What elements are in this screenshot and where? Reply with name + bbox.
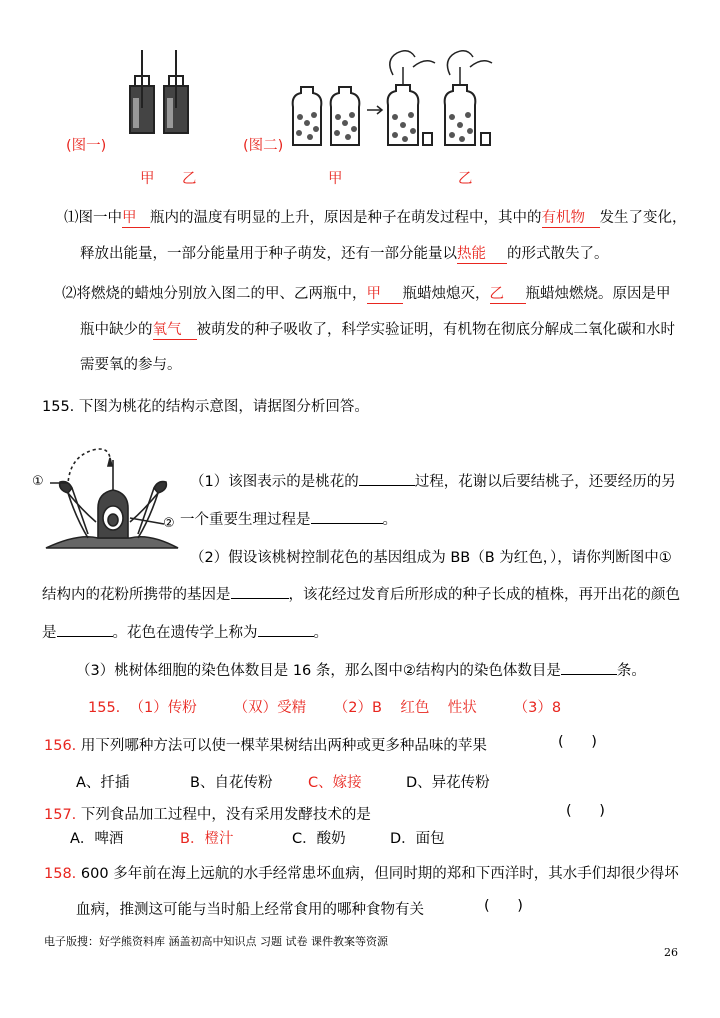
figure-one-bottles	[118, 48, 198, 138]
q157-paren: ( )	[566, 803, 605, 819]
q157-stem: 157. 下列食品加工过程中，没有采用发酵技术的是	[44, 807, 371, 823]
q158-line2: 血病，推测这可能与当时船上经常食用的哪种食物有关	[76, 902, 424, 918]
q157-option-d: D．面包	[390, 831, 445, 847]
flower-label-2: ②	[163, 516, 175, 531]
fig2-yi-label: 乙	[458, 171, 473, 187]
footer-text: 电子版搜：好学熊资料库 涵盖初高中知识点 习题 试卷 课件教案等资源	[44, 935, 388, 948]
q1-line1: ⑴图一中甲 瓶内的温度有明显的上升，原因是种子在萌发过程中，其中的有机物 发生了变化，	[64, 206, 687, 228]
q156-stem: 156. 用下列哪种方法可以使一棵苹果树结出两种或更多种品味的苹果	[44, 738, 487, 754]
q2-answer-yi: 乙	[490, 282, 526, 304]
figure-two-bottles	[285, 45, 515, 155]
page-number: 26	[664, 946, 678, 959]
q155-p2-line2: 结构内的花粉所携带的基因是 ，该花经过发育后所形成的种子长成的植株，再开出花的颜色	[42, 583, 680, 604]
q156-option-c: C、嫁接	[308, 775, 362, 791]
peach-flower-diagram	[38, 438, 188, 563]
q155-blank-2[interactable]	[311, 509, 383, 524]
q2-line3: 需要氧的参与。	[80, 357, 182, 373]
q156-option-b: B、自花传粉	[190, 775, 273, 791]
q157-option-a: A．啤酒	[70, 831, 124, 847]
q155-p3: （3）桃树体细胞的染色体数目是 16 条，那么图中②结构内的染色体数目是 条。	[76, 659, 646, 680]
q155-p2-line3: 是 。花色在遗传学上称为 。	[42, 621, 328, 642]
q2-line2: 瓶中缺少的氧气 被萌发的种子吸收了，科学实验证明，有机物在彻底分解成二氧化碳和水时	[80, 318, 675, 340]
q156-option-d: D、异花传粉	[406, 775, 490, 791]
q2-answer-jia: 甲	[367, 282, 403, 304]
q156-option-a: A、扦插	[76, 775, 130, 791]
q157-option-b: B．橙汁	[180, 831, 234, 847]
fig2-label: (图二)	[243, 138, 284, 154]
q2-answer-oxygen: 氧气	[153, 318, 197, 340]
q155-blank-4[interactable]	[57, 622, 113, 637]
q155-blank-1[interactable]	[359, 471, 415, 486]
q157-option-c: C．酸奶	[292, 831, 346, 847]
q155-p2-line1: （2）假设该桃树控制花色的基因组成为 BB（B 为红色，），请你判断图中①	[190, 550, 672, 566]
q155-answer: 155. （1）传粉 （双）受精 （2）B 红色 性状 （3）8	[88, 700, 562, 716]
q155-blank-5[interactable]	[258, 622, 314, 637]
fig1-label: (图一)	[66, 138, 107, 154]
q1-answer-heat: 热能	[457, 242, 507, 264]
q155-title: 155. 下图为桃花的结构示意图，请据图分析回答。	[42, 399, 369, 415]
fig2-jia-label: 甲	[328, 171, 343, 187]
q1-line2: 释放出能量，一部分能量用于种子萌发，还有一部分能量以热能 的形式散失了。	[80, 242, 609, 264]
q1-answer-jia: 甲	[122, 206, 150, 228]
q158-paren: ( )	[484, 898, 523, 914]
q155-blank-6[interactable]	[561, 660, 617, 675]
q1-answer-organic: 有机物	[542, 206, 600, 228]
q155-blank-3[interactable]	[231, 584, 289, 599]
q158-line1: 158. 600 多年前在海上远航的水手经常患坏血病，但同时期的郑和下西洋时，其水手们却很少得坏	[44, 866, 679, 882]
q156-paren: ( )	[558, 734, 597, 750]
q2-line1: ⑵将燃烧的蜡烛分别放入图二的甲、乙两瓶中，甲 瓶蜡烛熄灭，乙 瓶蜡烛燃烧。原因是甲	[62, 282, 671, 304]
fig1-yi-label: 乙	[182, 171, 197, 187]
q155-p1-line1: （1）该图表示的是桃花的 过程，花谢以后要结桃子，还要经历的另	[190, 470, 676, 491]
fig1-jia-label: 甲	[140, 171, 155, 187]
flower-label-1: ①	[32, 474, 44, 489]
q155-p1-line2: 一个重要生理过程是 。	[180, 508, 397, 529]
